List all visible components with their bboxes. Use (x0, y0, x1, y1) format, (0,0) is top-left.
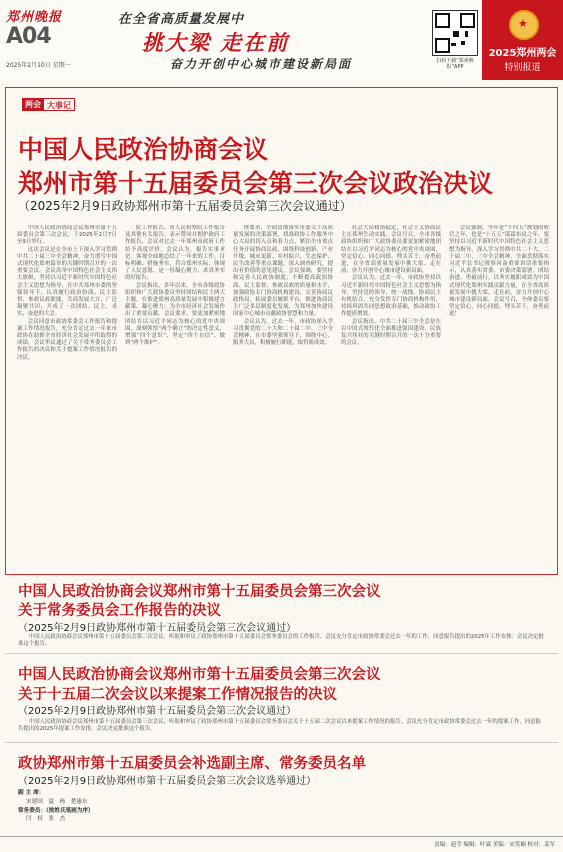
column-tag (22, 98, 75, 111)
paragraph: 会议指出，中共二十届三中全会是在以中国式现代化全面推进强国建设、民族复兴伟业的关键时期召开的一次十分重要的会议。 (341, 318, 441, 347)
standing-member-names: 闫 权 张 杰 (26, 816, 66, 823)
qr-code-icon (432, 10, 478, 56)
page-footer (0, 836, 563, 852)
resolution1-body (17, 225, 549, 567)
body-column-1 (17, 225, 117, 567)
column-tag-part1: 两会 (22, 98, 44, 111)
vice-chair-names: 宋建国 夏 杨 楚惠东 (26, 798, 88, 805)
resolution3-subtitle: （2025年2月9日政协郑州市第十五届委员会第三次会议通过） (18, 706, 297, 717)
emblem-icon: ★ (509, 10, 539, 40)
election-list (18, 789, 94, 824)
editor-credits: 责编：赵莹 编辑：叶霖 美编：宋笑楠 校对：姜军 (434, 842, 555, 848)
body-column-4 (341, 225, 441, 567)
standing-member-label: 常务委员：（按姓氏笔画为序） (18, 807, 94, 814)
newspaper-logo: 郑州晚报 (6, 10, 63, 25)
qr-caption: 扫码下载“郑州晚报”APP (436, 58, 474, 70)
badge-subtitle: 特别报道 (504, 63, 541, 73)
resolution1-title-line2: 郑州市第十五届委员会第三次会议政治决议 (18, 169, 494, 198)
resolution3-title-line2: 关于十五届二次会议以来提案工作情况报告的决议 (18, 686, 337, 703)
special-report-badge (482, 0, 563, 80)
paragraph: 这次会议是在全市上下深入学习贯彻中共二十届三中全会精神，奋力谱写中国式现代化郑州篇章的关键时期召开的一次重要会议。会议高举中国特色社会主义伟大旗帜，坚持以习近平新时代中国特色社会主义思想为指导，在中共郑州市委的坚强领导下，认真履行政治协商、民主监督、参政议政职能，共商发展大计，广泛凝聚共识，开成了一次团结、民主、求实、奋进的大会。 (17, 246, 117, 318)
paragraph: 社会大局和谐稳定，社会主义协商民主在郑州生动实践。会议号召，全市各级政协组织和广大政协委员要更加紧密地团结在以习近平同志为核心的党中央周围，坚定信心、同心同德、埋头苦干、奋勇前进，在全省高质量发展中挑大梁、走在前，奋力开创中心城市建设新局面。 (341, 225, 441, 275)
paragraph: 会议认为，过去一年，市政协深入学习贯彻党的二十大和二十届二中、三中全会精神，在市委坚强领导下，围绕中心、服务大局，积极履行职能，取得新成效。 (233, 318, 333, 347)
divider (5, 742, 558, 743)
resolution1-title-line1: 中国人民政治协商会议 (18, 135, 269, 164)
election-title: 政协郑州市第十五届委员会补选副主席、常务委员名单 (18, 755, 366, 772)
slogan-line-2: 挑大梁 走在前 (142, 30, 290, 55)
divider (5, 653, 558, 654)
body-column-5 (449, 225, 549, 567)
paragraph: 中国人民政治协商会议郑州市第十五届委员会第三次会议，于2025年2月7日至9日举行。 (17, 225, 117, 246)
resolution2-subtitle: （2025年2月9日政协郑州市第十五届委员会第三次会议通过） (18, 623, 297, 634)
column-tag-part2: 大事记 (44, 98, 75, 111)
resolution2-title-line1: 中国人民政治协商会议郑州市第十五届委员会第三次会议 (18, 583, 381, 600)
body-column-3 (233, 225, 333, 567)
body-column-2 (125, 225, 225, 567)
vice-chair-label: 副 主 席： (18, 790, 45, 796)
page-number: A04 (6, 24, 51, 49)
resolution1-subtitle: （2025年2月9日政协郑州市第十五届委员会第三次会议通过） (18, 199, 352, 213)
paragraph: 会议同意市政协常委会工作报告和提案工作情况报告，充分肯定过去一年来市政协在助推全市经济社会发展中所取得的成绩。会议审议通过了关于常务委员会工作报告的决议和关于提案工作情况报告的决议。 (17, 318, 117, 361)
paragraph: 体要求，全面贯彻落实市委关于高质量发展的决策部署，找准政协工作服务中心大局的切入点和着力点，紧扣全市重点任务开展协商议政，围绕科技创新、产业升级、城市更新、乡村振兴、生态保护、民生改善等重点课题，深入调查研究，提出有价值的意见建议。会议强调，要坚持和完善人民政协制度，不断提高政治协商、民主监督、参政议政的质量和水平，加强政协专门协商机构建设，完善协商议政格局，拓展委员履职平台，推进协商民主广泛多层制度化发展，为郑州加快建设国家中心城市贡献政协智慧和力量。 (233, 225, 333, 318)
resolution3-title-line1: 中国人民政治协商会议郑州市第十五届委员会第三次会议 (18, 666, 381, 683)
slogan-line-1: 在全省高质量发展中 (118, 12, 245, 27)
issue-date: 2025年2月10日 星期一 (6, 62, 71, 69)
resolution2-body: 中国人民政治协商会议郑州市第十五届委员会第三次会议，听取和审议了政协郑州市第十五届委员会常务委员会的工作报告。会议充分肯定市政协常委会过去一年的工作，同意报告提出的2025年工作安排。会议决定批准这个报告。 (18, 634, 544, 648)
masthead (0, 0, 563, 80)
paragraph: 院工作报告、市人民检察院工作报告及其他有关报告。表示赞同并拥护政府工作报告，会议对过去一年郑州市政府工作给予高度评价。会议认为，报告实事求是、客观全面地总结了一年来的工作，目标明确、措施务实，符合郑州实际，体现了人民意愿，是一份凝心聚力、求真务实的好报告。 (125, 225, 225, 282)
paragraph: 会议认为，过去一年，市政协坚持以习近平新时代中国特色社会主义思想为指导，坚持党的领导、统一战线、协商民主有机结合，充分发挥专门协商机构作用，持续巩固共同思想政治基础，推动政协工作提质增效。 (341, 275, 441, 318)
election-subtitle: （2025年2月9日政协郑州市第十五届委员会第三次会议选举通过） (18, 776, 317, 787)
paragraph: 会议强调，今年是“十四五”规划的收官之年，也是“十五五”谋篇布局之年。要坚持以习近平新时代中国特色社会主义思想为指导，深入学习贯彻中共二十大、二十届二中、三中全会精神，全面贯彻落实习近平总书记视察河南重要讲话重要指示，认真落实省委、市委决策部署，团结奋进、勇毅前行，以务实履职成效为中国式现代化郑州实践贡献力量，在全省高质量发展中挑大梁、走在前，奋力开创中心城市建设新局面。会议号召，全体委员要坚定信心，同心同德，埋头苦干，奋勇前进！ (449, 225, 549, 318)
badge-title: 2025郑州两会 (488, 48, 557, 59)
resolution2-title-line2: 关于常务委员会工作报告的决议 (18, 602, 221, 619)
paragraph: 会议指出，多年以来，全市各级政协组织和广大政协委员坚持团结和民主两大主题，在推进郑州高质量发展中积极建言献策、凝心聚力，为全市经济社会发展作出了重要贡献。会议要求，要更加紧密地团结在以习近平同志为核心的党中央周围，深刻领悟“两个确立”的决定性意义，增强“四个意识”、坚定“四个自信”、做到“两个维护”。 (125, 282, 225, 347)
slogan-line-3: 奋力开创中心城市建设新局面 (170, 57, 353, 71)
resolution3-body: 中国人民政治协商会议郑州市第十五届委员会第三次会议，听取和审议了政协郑州市第十五届委员会常务委员会关于十五届二次会议以来提案工作情况的报告。会议充分肯定市政协常委会过去一年的提案工作，同意报告提出的2025年提案工作安排。会议决定批准这个报告。 (18, 719, 541, 733)
